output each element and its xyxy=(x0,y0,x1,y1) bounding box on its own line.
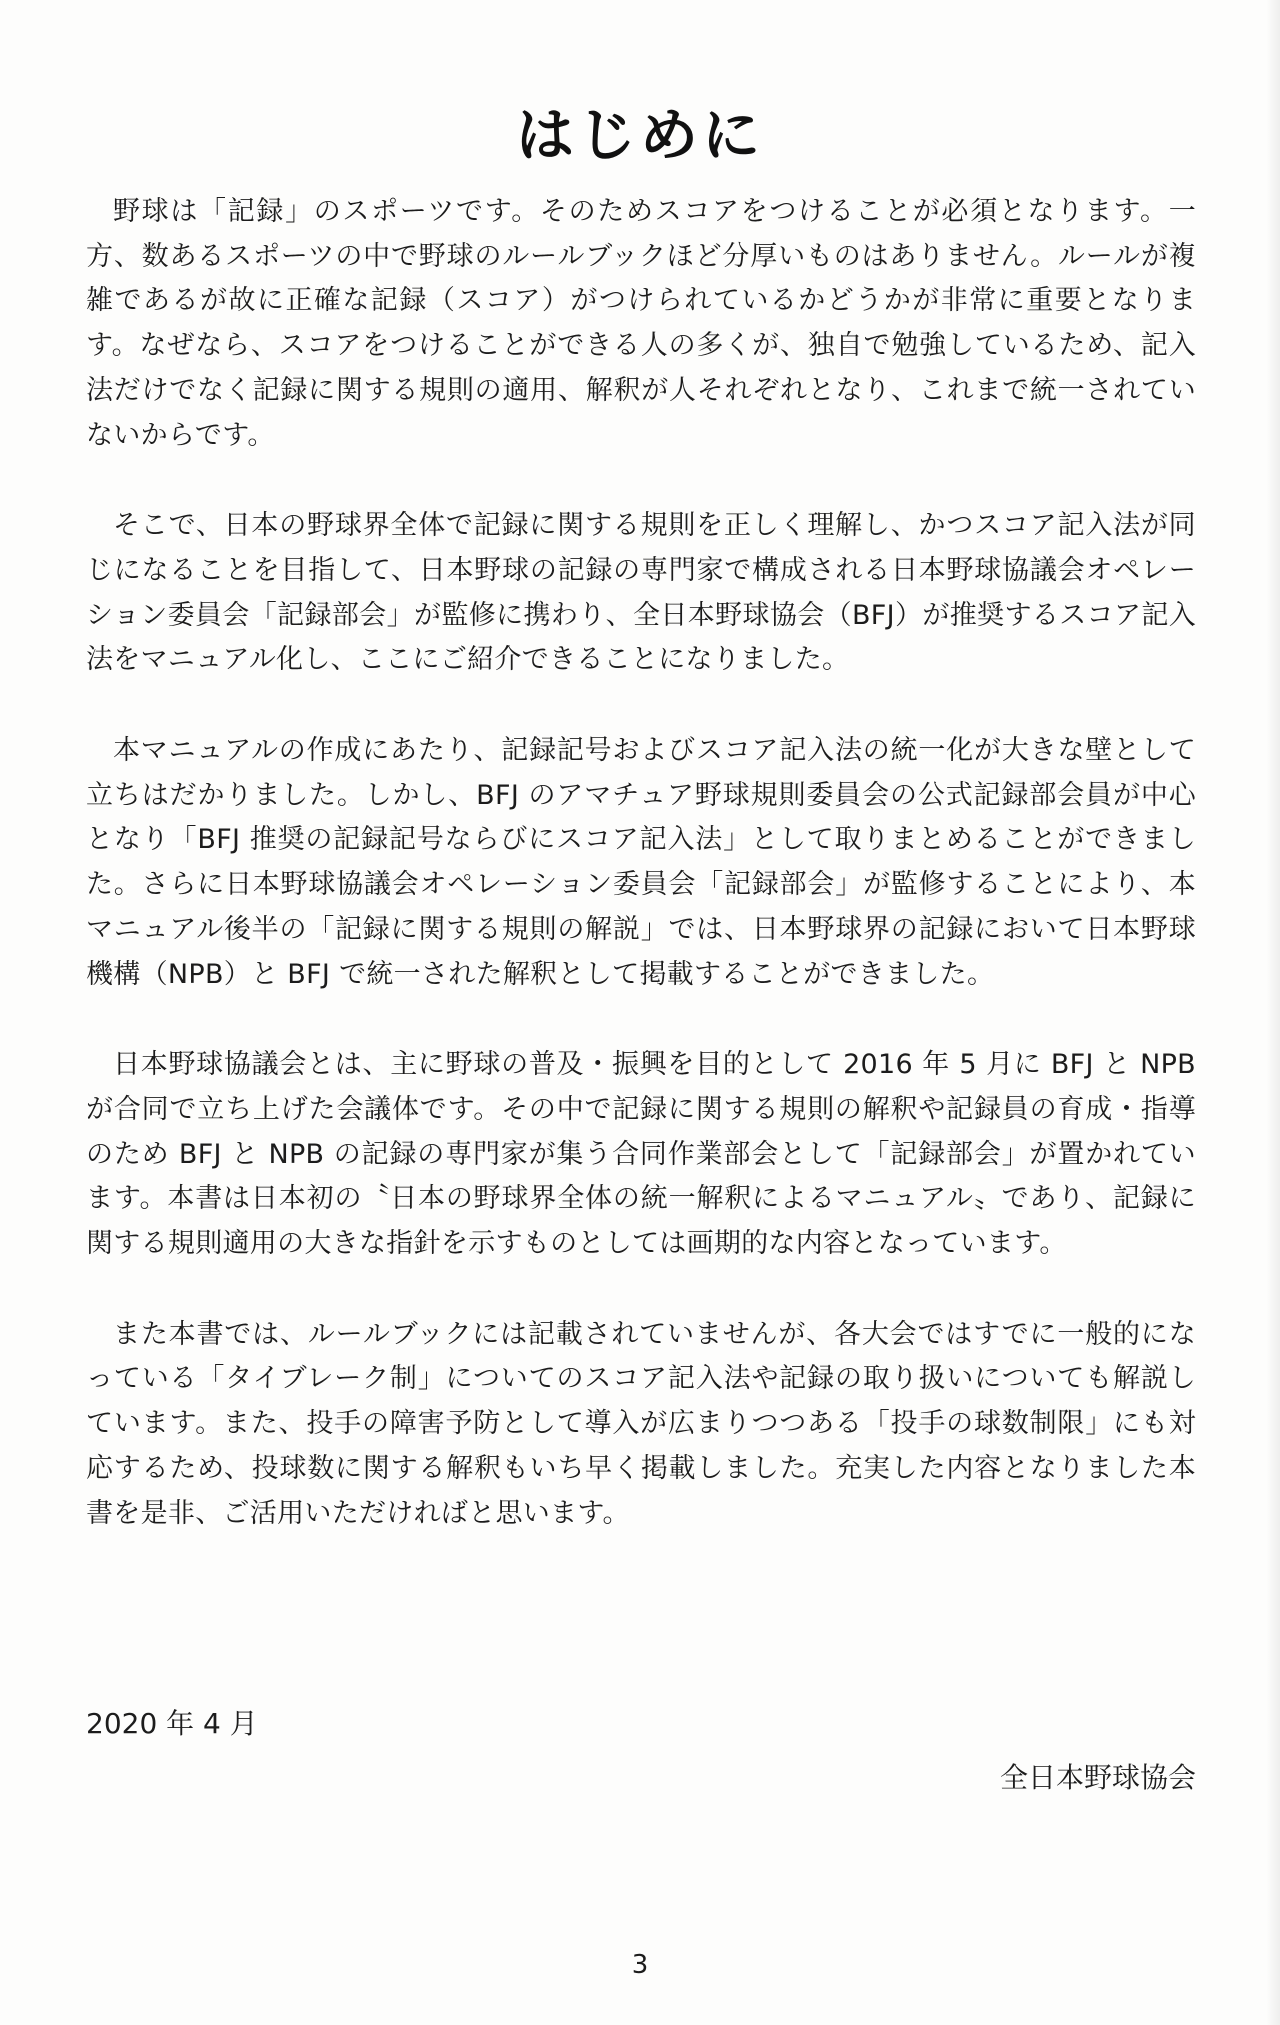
page-title: はじめに xyxy=(515,101,764,169)
paragraph-5: また本書では、ルールブックには記載されていませんが、各大会ではすでに一般的になっている「タイブレーク制」についてのスコア記入法や記録の取り扱いについても解説しています。また、投手の障害予防として導入が広まりつつある「投手の球数制限」にも対応するため、投球数に関する解釈もいち早く掲載しました。充実した内容となりました本書を是非、ご活用いただければと思います。 xyxy=(86,1318,1196,1529)
organization-signature: 全日本野球協会 xyxy=(999,1761,1196,1794)
body-text xyxy=(86,190,1196,1582)
paragraph-1: 野球は「記録」のスポーツです。そのためスコアをつけることが必須となります。一方、数あるスポーツの中で野球のルールブックほど分厚いものはありません。ルールが複雑であるが故に正確な記録（スコア）がつけられているかどうかが非常に重要となります。なぜなら、スコアをつけることができる人の多くが、独自で勉強しているため、記入法だけでなく記録に関する規則の適用、解釈が人それぞれとなり、これまで統一されていないからです。 xyxy=(86,196,1196,451)
paragraph-4: 日本野球協議会とは、主に野球の普及・振興を目的として 2016 年 5 月に BFJ と NPB が合同で立ち上げた会議体です。その中で記録に関する規則の解釈や記録員の育成・指導のため BFJ と NPB の記録の専門家が集う合同作業部会として「記録部会」が置かれています。本書は日本初の〝日本の野球界全体の統一解釈によるマニュアル〟であり、記録に関する規則適用の大きな指針を示すものとしては画期的な内容となっています。 xyxy=(86,1049,1196,1260)
publication-date: 2020 年 4 月 xyxy=(86,1707,258,1740)
page-number: 3 xyxy=(631,1950,649,1980)
page-edge-shadow xyxy=(1266,0,1280,2025)
paragraph-2: そこで、日本の野球界全体で記録に関する規則を正しく理解し、かつスコア記入法が同じになることを目指して、日本野球の記録の専門家で構成される日本野球協議会オペレーション委員会「記録部会」が監修に携わり、全日本野球協会（BFJ）が推奨するスコア記入法をマニュアル化し、ここにご紹介できることになりました。 xyxy=(86,510,1196,676)
paragraph-3: 本マニュアルの作成にあたり、記録記号およびスコア記入法の統一化が大きな壁として立ちはだかりました。しかし、BFJ のアマチュア野球規則委員会の公式記録部会員が中心となり「BFJ 推奨の記録記号ならびにスコア記入法」として取りまとめることができました。さらに日本野球協議会オペレーション委員会「記録部会」が監修することにより、本マニュアル後半の「記録に関する規則の解説」では、日本野球界の記録において日本野球機構（NPB）と BFJ で統一された解釈として掲載することができました。 xyxy=(86,735,1196,990)
